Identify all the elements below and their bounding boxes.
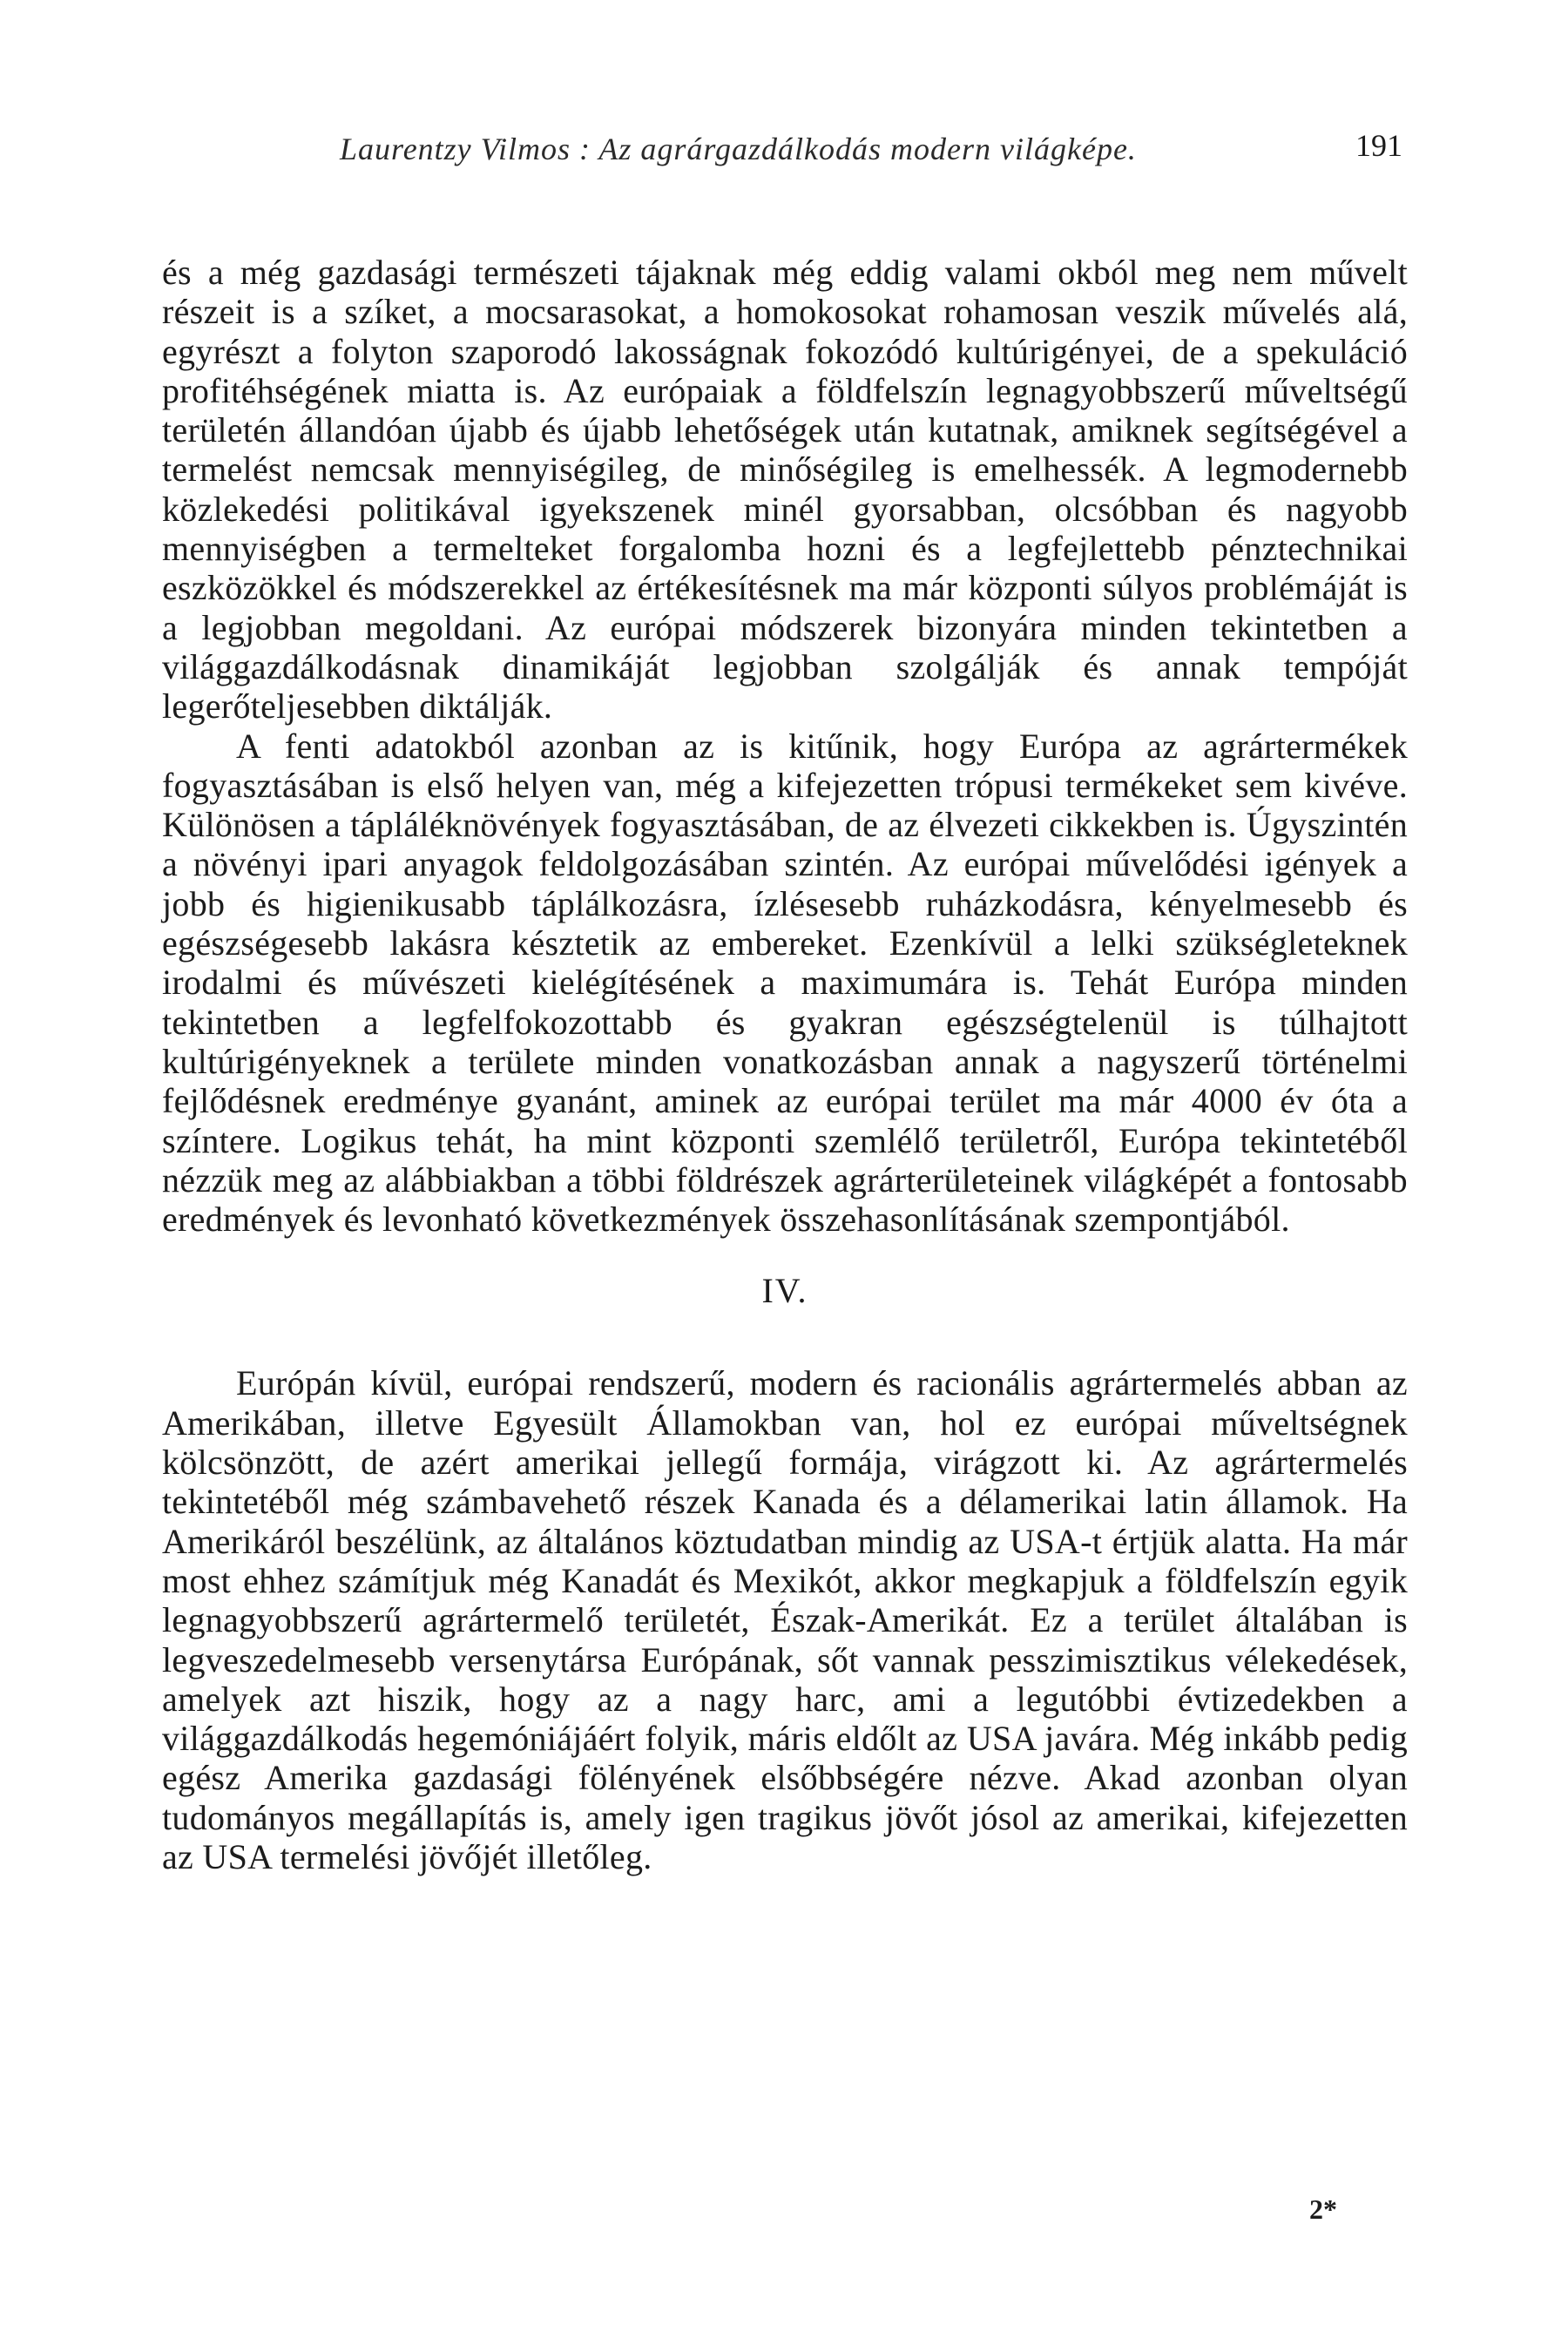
paragraph: Európán kívül, európai rendszerű, modern és racionális agrártermelés abban az Amerikában, illetve Egyesült Államokban van, hol ez európai műveltségnek kölcsönzött, de azért amerikai jellegű formája, virágzott ki. Az agrártermelés tekintetéből még számbavehető részek Kanada és a délamerikai latin államok. Ha Amerikáról beszélünk, az általános köztudatban mindig az USA-t értjük alatta. Ha már most ehhez számítjuk még Kanadát és Mexikót, akkor megkapjuk a földfelszín egyik legnagyobbszerű agrártermelő területét, Észak-Amerikát. Ez a terület általában is legveszedelmesebb versenytársa Európának, sőt vannak pesszimisztikus vélekedések, amelyek azt hiszik, hogy az a nagy harc, ami a legutóbbi évtizedekben a világgazdálkodás hegemóniájáért folyik, máris eldőlt az USA javára. Még inkább pedig egész Amerika gazdasági fölényének elsőbbségére nézve. Akad azonban olyan tudományos megállapítás is, amely igen tragikus jövőt jósol az amerikai, kifejezetten az USA termelési jövőjét illetőleg.: [162, 1363, 1408, 1876]
body-text: [162, 253, 1408, 1876]
page-header: [340, 128, 1402, 183]
page-number: 191: [1355, 128, 1402, 163]
printer-signature-mark: 2*: [1309, 2193, 1337, 2225]
section-heading: IV.: [761, 1271, 808, 1311]
paragraph: és a még gazdasági természeti tájaknak még eddig valami okból meg nem művelt részeit is a szíket, a mocsarasokat, a homokosokat rohamosan veszik művelés alá, egyrészt a folyton szaporodó lakosságnak fokozódó kultúrigényei, de a spekuláció profitéhségének miatta is. Az európaiak a földfelszín legnagyobbszerű műveltségű területén állandóan újabb és újabb lehetőségek után kutatnak, amiknek segítségével a termelést nemcsak mennyiségileg, de minőségileg is emelhessék. A legmodernebb közlekedési politikával igyekszenek minél gyorsabban, olcsóbban és nagyobb mennyiségben a termelteket forgalomba hozni és a legfejlettebb pénztechnikai eszközökkel és módszerekkel az értékesítésnek ma már központi súlyos problémáját is a legjobban megoldani. Az európai módszerek bizonyára minden tekintetben a világgazdálkodásnak dinamikáját legjobban szolgálják és annak tempóját legerőteljesebben diktálják.: [162, 253, 1408, 727]
paragraph: A fenti adatokból azonban az is kitűnik, hogy Európa az agrártermékek fogyasztásában is első helyen van, még a kifejezetten trópusi termékeket sem kivéve. Különösen a tápláléknövények fogyasztásában, de az élvezeti cikkekben is. Úgyszintén a növényi ipari anyagok feldolgozásában szintén. Az európai művelődési igények a jobb és higienikusabb táplálkozásra, ízlésesebb ruházkodásra, kényelmesebb és egészségesebb lakásra késztetik az embereket. Ezenkívül a lelki szükségleteknek irodalmi és művészeti kielégítésének a maximumára is. Tehát Európa minden tekintetben a legfelfokozottabb és gyakran egészségtelenül is túlhajtott kultúrigényeknek a területe minden vonatkozásban annak a nagyszerű történelmi fejlődésnek eredménye gyanánt, aminek az európai terület ma már 4000 év óta a színtere. Logikus tehát, ha mint központi szemlélő területről, Európa tekintetéből nézzük meg az alábbiakban a többi földrészek agrárterületeinek világképét a fontosabb eredmények és levonható következmények összehasonlításának szempontjából.: [162, 726, 1408, 1240]
running-head: Laurentzy Vilmos : Az agrárgazdálkodás modern világképe.: [340, 132, 1137, 166]
